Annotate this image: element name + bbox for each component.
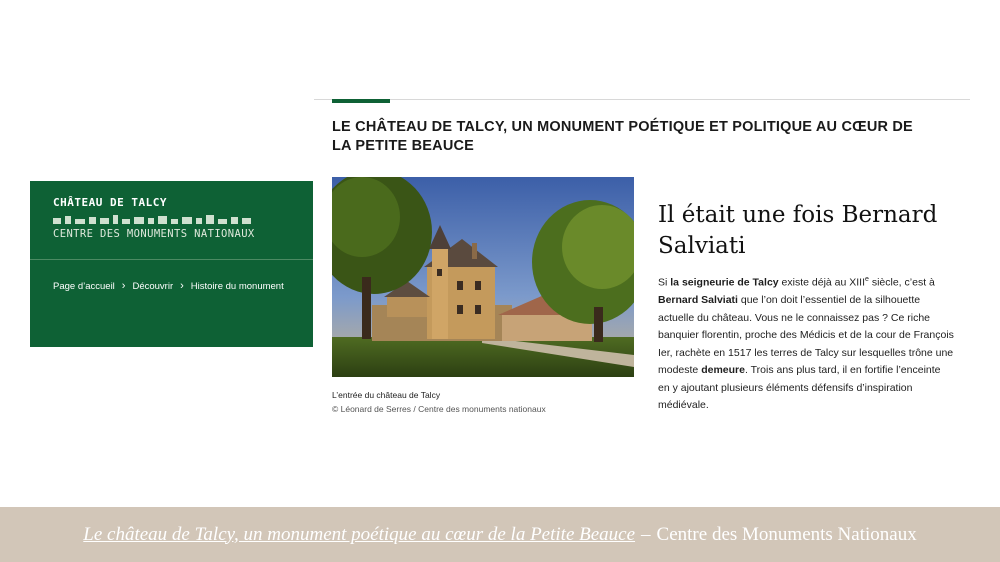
top-rule [314,99,970,100]
page-title: LE CHÂTEAU DE TALCY, UN MONUMENT POÉTIQUE ET POLITIQUE AU CŒUR DE LA PETITE BEAUCE [332,119,913,154]
text-segment: existe déjà au XIII [778,276,866,289]
brand-subtitle: CENTRE DES MONUMENTS NATIONAUX [53,228,255,240]
banner-separator: – [641,523,651,545]
accent-bar [332,99,390,103]
brand-panel [30,181,313,347]
image-credit: © Léonard de Serres / Centre des monuments nationaux [332,404,546,414]
breadcrumb-histoire[interactable]: Histoire du monument [190,280,284,292]
section-title: Il était une fois Bernard Salviati [658,202,938,259]
chateau-photo [332,177,634,377]
text-segment: . Trois ans plus tard, il en fortifie l’enceinte en y ajoutant plusieurs éléments défensifs d’inspiration médiévale. [658,364,941,411]
bold-text: Bernard Salviati [658,294,738,306]
breadcrumb-home[interactable]: Page d’accueil [53,280,115,292]
text-segment: que l’on doit l’essentiel de la silhouette actuelle du château. Vous ne le connaissez pas ? Ce riche banquier florentin, proche des Médicis et de la cour de François Ier, rachète en 1517 les terres de Talcy sur lesquelles trône une modeste [658,294,954,376]
text-segment: Si [658,276,671,289]
text-segment: siècle, c’est à [868,276,935,289]
bold-text: la seigneurie de Talcy [670,276,779,289]
source-banner [0,507,1000,562]
divider [30,259,313,260]
breadcrumb-decouvrir[interactable]: Découvrir [132,280,174,292]
image-caption: L’entrée du château de Talcy [332,390,441,400]
source-name: Centre des Monuments Nationaux [656,523,917,545]
superscript: e [865,276,869,283]
chevron-right-icon: › [180,280,184,292]
source-link[interactable]: Le château de Talcy, un monument poétique au cœur de la Petite Beauce [83,523,636,545]
body-paragraph [658,271,954,415]
brand-title[interactable]: CHÂTEAU DE TALCY [53,196,167,209]
bold-text: demeure [701,364,745,376]
breadcrumb [53,280,284,292]
chevron-right-icon: › [121,280,126,292]
monuments-skyline-icon [53,214,258,224]
